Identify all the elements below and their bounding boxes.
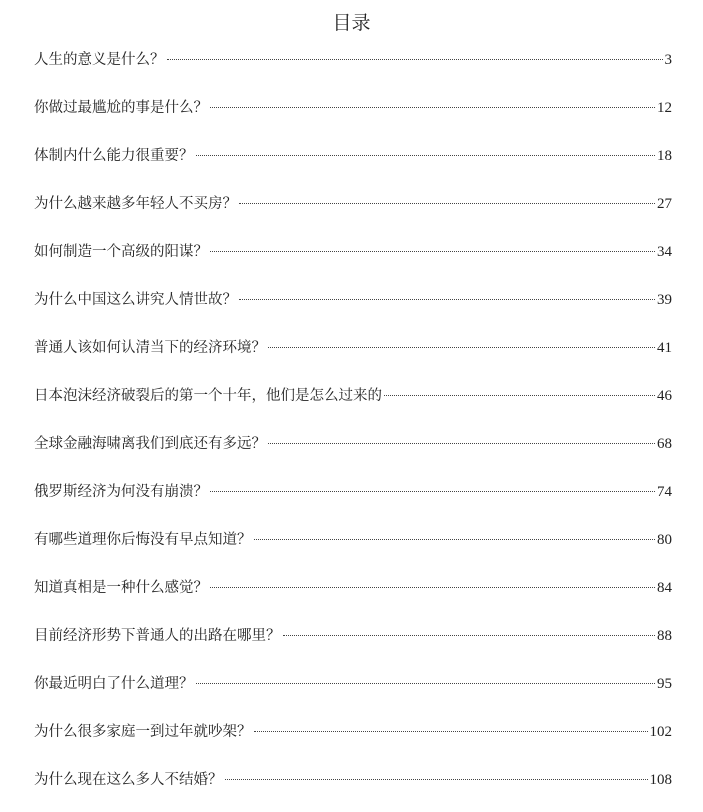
toc-entry-page: 27 (657, 196, 672, 212)
dot-leader (283, 635, 656, 636)
toc-entry-title: 有哪些道理你后悔没有早点知道？ (34, 532, 252, 548)
toc-entry[interactable] (34, 92, 672, 140)
toc-entry-page: 68 (657, 436, 672, 452)
toc-entry[interactable] (34, 764, 672, 812)
toc-entry-page: 3 (664, 52, 672, 68)
toc-entry[interactable] (34, 332, 672, 380)
dot-leader (268, 443, 655, 444)
toc-entry-title: 你做过最尴尬的事是什么？ (34, 100, 208, 116)
dot-leader (210, 251, 655, 252)
toc-entry-title: 日本泡沫经济破裂后的第一个十年，他们是怎么过来的 (34, 388, 382, 404)
toc-list (34, 44, 672, 812)
toc-entry-page: 12 (657, 100, 672, 116)
dot-leader (254, 731, 648, 732)
dot-leader (210, 491, 655, 492)
toc-entry-title: 知道真相是一种什么感觉？ (34, 580, 208, 596)
toc-entry[interactable] (34, 284, 672, 332)
toc-entry-title: 体制内什么能力很重要？ (34, 148, 194, 164)
toc-entry[interactable] (34, 716, 672, 764)
toc-entry-page: 34 (657, 244, 672, 260)
toc-entry[interactable] (34, 188, 672, 236)
toc-entry-title: 全球金融海啸离我们到底还有多远？ (34, 436, 266, 452)
dot-leader (239, 299, 655, 300)
toc-entry-title: 为什么现在这么多人不结婚？ (34, 772, 223, 788)
toc-entry-title: 人生的意义是什么？ (34, 52, 165, 68)
dot-leader (167, 59, 663, 60)
toc-entry-title: 目前经济形势下普通人的出路在哪里？ (34, 628, 281, 644)
dot-leader (196, 155, 656, 156)
toc-entry[interactable] (34, 428, 672, 476)
toc-entry-page: 74 (657, 484, 672, 500)
toc-entry-page: 108 (649, 772, 672, 788)
toc-entry-page: 39 (657, 292, 672, 308)
toc-entry-page: 102 (649, 724, 672, 740)
toc-entry[interactable] (34, 140, 672, 188)
toc-entry-page: 46 (657, 388, 672, 404)
toc-entry[interactable] (34, 236, 672, 284)
dot-leader (210, 587, 655, 588)
toc-entry[interactable] (34, 572, 672, 620)
toc-entry[interactable] (34, 44, 672, 92)
toc-entry-title: 为什么中国这么讲究人情世故？ (34, 292, 237, 308)
toc-entry-page: 41 (657, 340, 672, 356)
toc-entry[interactable] (34, 524, 672, 572)
toc-entry-title: 为什么越来越多年轻人不买房？ (34, 196, 237, 212)
toc-entry-title: 如何制造一个高级的阳谋？ (34, 244, 208, 260)
toc-entry-title: 普通人该如何认清当下的经济环境？ (34, 340, 266, 356)
toc-entry-page: 80 (657, 532, 672, 548)
dot-leader (225, 779, 648, 780)
dot-leader (210, 107, 655, 108)
toc-entry-page: 84 (657, 580, 672, 596)
toc-entry-title: 你最近明白了什么道理？ (34, 676, 194, 692)
toc-entry[interactable] (34, 476, 672, 524)
toc-entry-page: 18 (657, 148, 672, 164)
toc-entry-page: 95 (657, 676, 672, 692)
toc-entry-title: 俄罗斯经济为何没有崩溃？ (34, 484, 208, 500)
toc-entry[interactable] (34, 620, 672, 668)
dot-leader (239, 203, 655, 204)
toc-title: 目录 (332, 12, 371, 34)
toc-entry-page: 88 (657, 628, 672, 644)
toc-entry-title: 为什么很多家庭一到过年就吵架？ (34, 724, 252, 740)
toc-entry[interactable] (34, 668, 672, 716)
dot-leader (196, 683, 656, 684)
dot-leader (268, 347, 655, 348)
toc-entry[interactable] (34, 380, 672, 428)
dot-leader (384, 395, 655, 396)
dot-leader (254, 539, 656, 540)
